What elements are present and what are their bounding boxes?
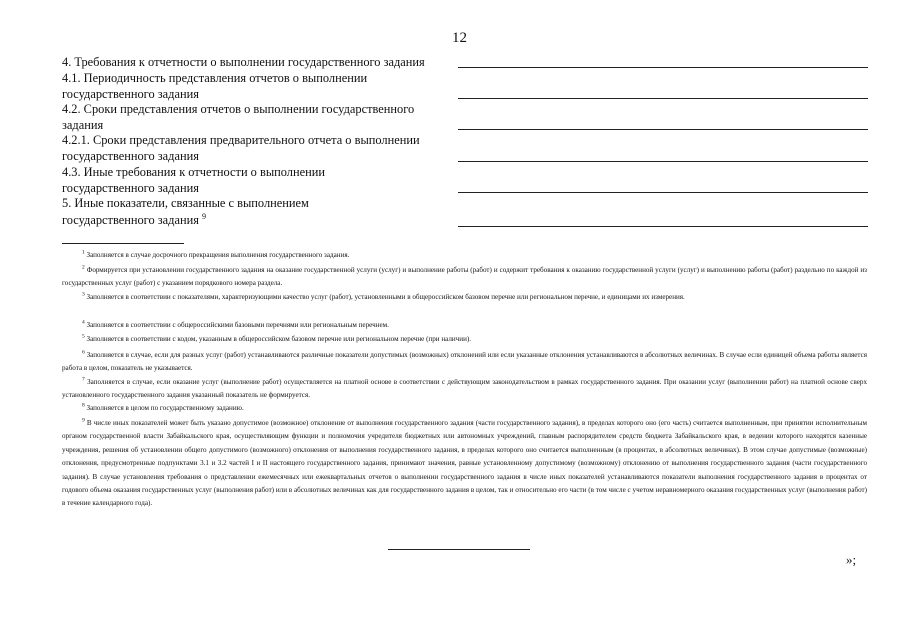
footnote-7 <box>62 376 867 403</box>
footnote-text: Формируется при установлении государственного задания на оказание государственной услуги (услуг) и выполнение работы (работ) и содержит требования к оказанию государственной услуги (услуг) и выполнению работы (работ) раздельно по каждой из государственных услуг (работ) с указанием порядкового номера раздела. <box>62 266 867 288</box>
fill-line <box>458 161 868 162</box>
footnote-text: Заполняется в соответствии с общероссийскими базовыми перечнями или региональным перечнем. <box>86 321 389 329</box>
fill-line <box>458 98 868 99</box>
footnote-text: Заполняется в соответствии с кодом, указанным в общероссийском базовом перечне или региональном перечне (при наличии). <box>86 335 472 343</box>
footnote-mark: 7 <box>82 376 85 383</box>
page-number: 12 <box>452 30 467 46</box>
requirement-line: государственного задания <box>62 87 199 101</box>
footnote-mark: 5 <box>82 333 85 340</box>
footnote-text: Заполняется в случае, если оказание услуг (выполнение работ) осуществляется на платной основе в соответствии с действующим законодательством в рамках государственного задания. При оказании услуг (выполнении работ) на платной основе сверх установленного государственного задания указанный показатель не формируется. <box>62 378 867 400</box>
footnote-mark: 6 <box>82 349 85 356</box>
footnote-mark: 8 <box>82 402 85 409</box>
requirement-line: 4.2. Сроки представления отчетов о выполнении государственного <box>62 102 415 116</box>
footnote-mark: 9 <box>82 417 85 424</box>
footnote-mark: 3 <box>82 291 85 298</box>
footnote-2 <box>62 264 867 291</box>
footnote-text: Заполняется в целом по государственному заданию. <box>86 404 244 412</box>
requirement-text: государственного задания <box>62 213 199 227</box>
requirement-line: 4.3. Иные требования к отчетности о выполнении <box>62 165 326 179</box>
fill-line <box>458 67 868 68</box>
requirement-line: 5. Иные показатели, связанные с выполнением <box>62 196 309 210</box>
footnote-mark: 1 <box>82 249 85 256</box>
footnote-mark: 4 <box>82 319 85 326</box>
requirement-line: 4. Требования к отчетности о выполнении государственного задания <box>62 55 425 69</box>
footnote-ref-9: 9 <box>202 211 207 221</box>
closing-quote: »; <box>846 552 857 567</box>
fill-line <box>458 226 868 227</box>
footnote-5 <box>62 333 867 346</box>
footnote-text: Заполняется в случае досрочного прекращения выполнения государственного задания. <box>86 251 350 259</box>
footnote-4 <box>62 319 867 332</box>
footnote-3 <box>62 291 867 304</box>
requirement-line: 4.2.1. Сроки представления предварительного отчета о выполнении <box>62 133 420 147</box>
requirement-line: государственного задания <box>62 181 199 195</box>
footnote-8 <box>62 402 867 415</box>
footnote-text: Заполняется в соответствии с показателями, характеризующими качество услуг (работ), установленными в общероссийском базовом перечне или региональном перечне, и единицами их измерения. <box>86 293 685 301</box>
requirement-line <box>62 212 206 228</box>
footnote-mark: 2 <box>82 264 85 271</box>
footnote-1 <box>62 249 867 262</box>
footnote-separator <box>62 243 184 244</box>
fill-line <box>458 192 868 193</box>
requirement-line: государственного задания <box>62 149 199 163</box>
requirement-line: задания <box>62 118 104 132</box>
requirement-line: 4.1. Периодичность представления отчетов о выполнении <box>62 71 368 85</box>
footnote-text: Заполняется в случае, если для разных услуг (работ) устанавливаются различные показатели допустимых (возможных) отклонений или если указанные отклонения устанавливаются в абсолютных величинах. В случае если единицей объема работы является работа в целом, показатель не указывается. <box>62 351 867 373</box>
footnote-text: В числе иных показателей может быть указано допустимое (возможное) отклонение от выполнения государственного задания (части государственного задания), в пределах которого оно (его часть) считается выполненным, при принятии исполнительным органом государственной власти Забайкальского края, осуществляющим функции и полномочия учредителя бюджетных или автономных учреждений, главным распорядителем средств бюджета Забайкальского края, в ведении которого находятся казенные учреждения, решения об установлении общего допустимого (возможного) отклонения от выполнения государственного задания, в пределах которого оно считается выполненным (в процентах, в абсолютных величинах). В этом случае допустимые (возможные) отклонения, предусмотренные подпунктами 3.1 и 3.2 частей I и II настоящего государственного задания, принимают значения, равные установленному допустимому (возможному) отклонению от выполнения государственного задания (части государственного задания). В случае установления требования о представлении ежемесячных или ежеквартальных отчетов о выполнении государственного задания в числе иных показателей устанавливаются показатели выполнения государственного задания в процентах от годового объема оказания государственных услуг (выполнения работ) или в абсолютных величинах как для государственного задания в целом, так и относительно его части (в том числе с учетом неравномерного оказания государственных услуг (выполнения работ) в течение календарного года). <box>62 419 867 508</box>
footnote-9 <box>62 417 867 511</box>
footnote-6 <box>62 349 867 376</box>
bottom-separator <box>388 549 530 550</box>
fill-line <box>458 129 868 130</box>
